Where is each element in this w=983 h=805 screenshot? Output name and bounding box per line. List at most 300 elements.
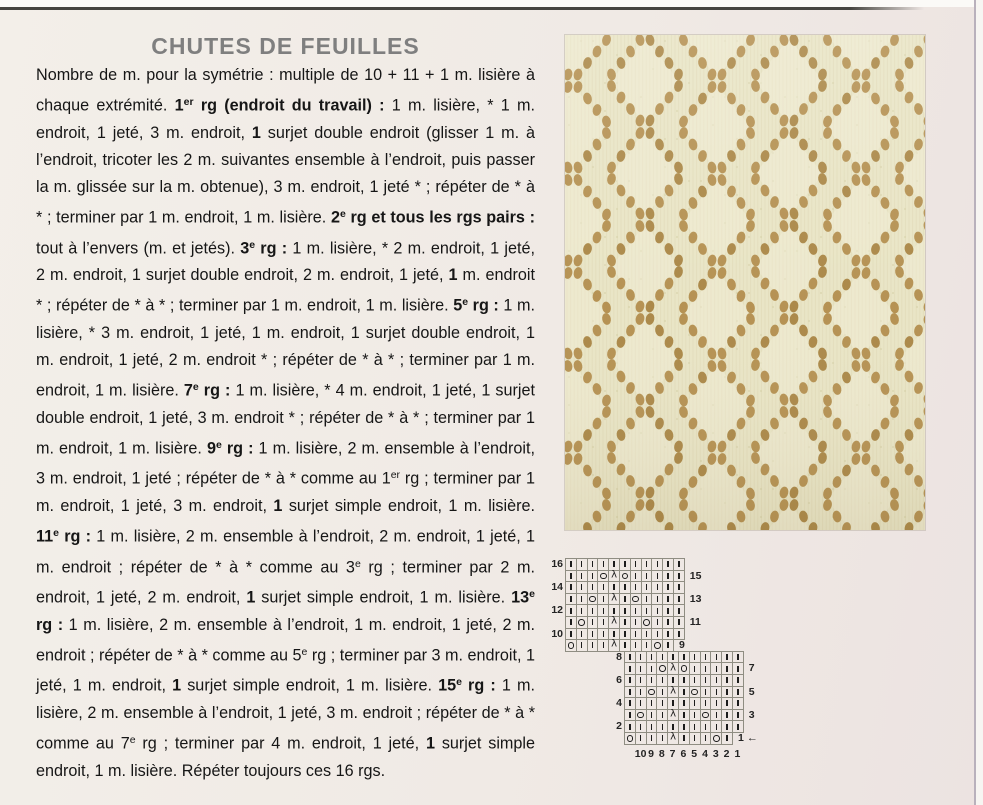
knit-stitch-icon: [629, 700, 630, 706]
chart-cell-knit-stitch: [722, 652, 733, 664]
chart-cell-knit-stitch: [690, 733, 701, 745]
chart-cell-knit-stitch: [577, 605, 588, 617]
knit-stitch-icon: [694, 654, 695, 660]
knit-stitch-icon: [694, 700, 695, 706]
chart-cell-knit-stitch: [620, 559, 631, 571]
chart-cell-knit-stitch: [679, 675, 690, 687]
chart-cell-knit-stitch: [690, 652, 701, 664]
knit-stitch-icon: [570, 631, 571, 637]
chart-cell-knit-stitch: [674, 582, 685, 594]
double-decrease-icon: [670, 733, 676, 743]
scan-top-line: [0, 7, 924, 10]
yarn-over-icon: [713, 735, 720, 742]
knit-stitch-icon: [716, 724, 717, 730]
double-decrease-icon: [611, 594, 617, 604]
chart-row-number-left: 12: [551, 604, 563, 617]
knit-stitch-icon: [581, 596, 582, 602]
knit-stitch-icon: [705, 700, 706, 706]
knit-stitch-icon: [624, 631, 625, 637]
knit-stitch-icon: [640, 724, 641, 730]
chart-cell-knit-stitch: [711, 687, 722, 699]
chart-cell-knit-stitch: [722, 698, 733, 710]
chart-column-number: 7: [669, 747, 676, 760]
chart-cell-knit-stitch: [663, 594, 674, 606]
knit-stitch-icon: [635, 631, 636, 637]
chart-cell-knit-stitch: [598, 605, 609, 617]
knit-stitch-icon: [657, 561, 658, 567]
chart-cell-knit-stitch: [733, 652, 744, 664]
chart-cell-knit-stitch: [733, 698, 744, 710]
knit-stitch-icon: [672, 700, 673, 706]
chart-cell-knit-stitch: [733, 687, 744, 699]
knit-stitch-icon: [694, 712, 695, 718]
knit-stitch-icon: [683, 735, 684, 741]
knit-stitch-icon: [657, 573, 658, 579]
chart-cell-knit-stitch: [642, 571, 653, 583]
knit-stitch-icon: [657, 608, 658, 614]
knit-stitch-icon: [716, 689, 717, 695]
knit-stitch-icon: [646, 573, 647, 579]
knit-stitch-icon: [570, 561, 571, 567]
chart-cell-knit-stitch: [690, 698, 701, 710]
chart-cell-knit-stitch: [701, 663, 712, 675]
chart-cell-yarn-over: [690, 687, 701, 699]
knit-stitch-icon: [646, 596, 647, 602]
double-decrease-icon: [670, 663, 676, 673]
chart-cell-knit-stitch: [674, 571, 685, 583]
chart-cell-yarn-over: [642, 617, 653, 629]
knit-stitch-icon: [651, 654, 652, 660]
chart-cell-knit-stitch: [711, 675, 722, 687]
chart-cell-knit-stitch: [636, 675, 647, 687]
knit-stitch-icon: [592, 642, 593, 648]
chart-cell-yarn-over: [636, 710, 647, 722]
chart-cell-knit-stitch: [566, 582, 577, 594]
knit-stitch-icon: [683, 677, 684, 683]
chart-cell-knit-stitch: [598, 559, 609, 571]
knit-stitch-icon: [683, 654, 684, 660]
chart-cell-knit-stitch: [598, 640, 609, 652]
chart-cell-double-decrease: [668, 733, 679, 745]
knit-stitch-icon: [581, 561, 582, 567]
chart-cell-knit-stitch: [620, 582, 631, 594]
chart-cell-knit-stitch: [620, 629, 631, 641]
knit-stitch-icon: [629, 654, 630, 660]
yarn-over-icon: [632, 596, 639, 603]
chart-cell-knit-stitch: [577, 629, 588, 641]
knit-stitch-icon: [678, 631, 679, 637]
chart-cell-knit-stitch: [722, 663, 733, 675]
chart-cell-yarn-over: [566, 640, 577, 652]
chart-cell-knit-stitch: [631, 582, 642, 594]
chart-cell-knit-stitch: [631, 559, 642, 571]
knit-stitch-icon: [635, 561, 636, 567]
double-decrease-icon: [670, 686, 676, 696]
chart-cell-yarn-over: [679, 663, 690, 675]
knit-stitch-icon: [570, 584, 571, 590]
knit-stitch-icon: [678, 596, 679, 602]
knit-stitch-icon: [672, 677, 673, 683]
lace-swatch-image: [565, 35, 925, 530]
chart-cell-knit-stitch: [625, 652, 636, 664]
knit-stitch-icon: [651, 666, 652, 672]
chart-cell-knit-stitch: [722, 721, 733, 733]
chart-column-number: 4: [702, 747, 708, 760]
knit-stitch-icon: [629, 689, 630, 695]
chart-cell-knit-stitch: [711, 663, 722, 675]
knit-stitch-icon: [640, 689, 641, 695]
knit-stitch-icon: [613, 608, 614, 614]
chart-cell-knit-stitch: [647, 721, 658, 733]
chart-cell-knit-stitch: [679, 733, 690, 745]
knit-stitch-icon: [683, 689, 684, 695]
chart-cell-knit-stitch: [577, 582, 588, 594]
yarn-over-icon: [659, 665, 666, 672]
knit-stitch-icon: [646, 561, 647, 567]
chart-row-number-left: 16: [551, 558, 563, 570]
double-decrease-icon: [611, 640, 617, 650]
chart-cell-knit-stitch: [625, 663, 636, 675]
chart-cell-knit-stitch: [652, 571, 663, 583]
chart-cell-knit-stitch: [652, 629, 663, 641]
knit-stitch-icon: [683, 700, 684, 706]
chart-cell-knit-stitch: [577, 559, 588, 571]
chart-cell-knit-stitch: [642, 629, 653, 641]
knit-stitch-icon: [667, 619, 668, 625]
chart-cell-knit-stitch: [701, 687, 712, 699]
chart-column-number: 3: [712, 747, 719, 760]
chart-cell-knit-stitch: [690, 675, 701, 687]
chart-cell-knit-stitch: [657, 721, 668, 733]
knit-stitch-icon: [592, 584, 593, 590]
chart-cell-knit-stitch: [657, 698, 668, 710]
chart-column-number: 1: [734, 747, 741, 760]
chart-cell-knit-stitch: [722, 675, 733, 687]
yarn-over-icon: [702, 712, 709, 719]
knit-stitch-icon: [726, 666, 727, 672]
knit-stitch-icon: [694, 724, 695, 730]
chart-cell-knit-stitch: [588, 582, 599, 594]
knit-stitch-icon: [737, 666, 738, 672]
knit-stitch-icon: [694, 735, 695, 741]
chart-cell-knit-stitch: [722, 687, 733, 699]
knit-stitch-icon: [635, 584, 636, 590]
chart-cell-knit-stitch: [631, 605, 642, 617]
knit-stitch-icon: [705, 654, 706, 660]
yarn-over-icon: [589, 596, 596, 603]
chart-cell-knit-stitch: [625, 687, 636, 699]
chart-cell-knit-stitch: [663, 559, 674, 571]
knit-stitch-icon: [716, 712, 717, 718]
chart-cell-knit-stitch: [733, 663, 744, 675]
knit-stitch-icon: [737, 689, 738, 695]
page-title: CHUTES DE FEUILLES: [151, 33, 420, 59]
knit-stitch-icon: [662, 689, 663, 695]
chart-column-number: 5: [691, 747, 698, 760]
page-edge-margin: [976, 0, 983, 805]
knit-stitch-icon: [592, 608, 593, 614]
chart-cell-knit-stitch: [663, 629, 674, 641]
knit-stitch-icon: [667, 584, 668, 590]
knit-stitch-icon: [737, 700, 738, 706]
knit-stitch-icon: [737, 677, 738, 683]
chart-cell-knit-stitch: [642, 594, 653, 606]
chart-cell-yarn-over: [588, 594, 599, 606]
chart-cell-yarn-over: [577, 617, 588, 629]
chart-cell-knit-stitch: [711, 698, 722, 710]
knit-stitch-icon: [662, 700, 663, 706]
chart-cell-knit-stitch: [647, 710, 658, 722]
chart-cell-knit-stitch: [657, 652, 668, 664]
knit-stitch-icon: [629, 666, 630, 672]
chart-cell-knit-stitch: [577, 640, 588, 652]
knit-stitch-icon: [603, 642, 604, 648]
knit-stitch-icon: [624, 596, 625, 602]
chart-cell-knit-stitch: [690, 710, 701, 722]
chart-cell-knit-stitch: [690, 663, 701, 675]
chart-cell-knit-stitch: [701, 721, 712, 733]
chart-cell-knit-stitch: [631, 629, 642, 641]
knit-stitch-icon: [672, 724, 673, 730]
knit-stitch-icon: [603, 584, 604, 590]
knit-stitch-icon: [629, 724, 630, 730]
knit-stitch-icon: [651, 724, 652, 730]
chart-cell-knit-stitch: [566, 559, 577, 571]
chart-cell-knit-stitch: [663, 582, 674, 594]
knit-stitch-icon: [635, 619, 636, 625]
knit-stitch-icon: [592, 561, 593, 567]
double-decrease-icon: [670, 710, 676, 720]
knit-stitch-icon: [657, 631, 658, 637]
chart-cell-knit-stitch: [588, 617, 599, 629]
chart-cell-double-decrease: [609, 617, 620, 629]
chart-cell-knit-stitch: [636, 733, 647, 745]
chart-cell-knit-stitch: [625, 675, 636, 687]
chart-cell-knit-stitch: [674, 605, 685, 617]
knit-stitch-icon: [667, 561, 668, 567]
chart-cell-knit-stitch: [566, 571, 577, 583]
chart-row-number-right: 1 ←: [738, 731, 758, 744]
chart-cell-knit-stitch: [652, 605, 663, 617]
chart-cell-knit-stitch: [598, 582, 609, 594]
chart-cell-yarn-over: [598, 571, 609, 583]
chart-cell-knit-stitch: [631, 571, 642, 583]
chart-cell-knit-stitch: [625, 721, 636, 733]
chart-cell-knit-stitch: [690, 721, 701, 733]
chart-cell-knit-stitch: [674, 594, 685, 606]
knit-stitch-icon: [635, 642, 636, 648]
chart-cell-knit-stitch: [566, 617, 577, 629]
knit-stitch-icon: [613, 561, 614, 567]
chart-row-number-left: 4: [616, 697, 622, 710]
knit-stitch-icon: [694, 677, 695, 683]
chart-row-number-left: 2: [616, 720, 622, 733]
knit-stitch-icon: [624, 584, 625, 590]
knit-stitch-icon: [603, 619, 604, 625]
chart-cell-double-decrease: [609, 571, 620, 583]
knit-stitch-icon: [726, 735, 727, 741]
chart-cell-double-decrease: [609, 594, 620, 606]
chart-cell-knit-stitch: [711, 721, 722, 733]
scan-margin-top: [0, 0, 983, 7]
knit-stitch-icon: [624, 619, 625, 625]
chart-cell-knit-stitch: [566, 629, 577, 641]
chart-row-number-left: 14: [551, 581, 563, 594]
knit-stitch-icon: [705, 724, 706, 730]
knit-stitch-icon: [726, 689, 727, 695]
chart-cell-knit-stitch: [652, 582, 663, 594]
chart-row-number-right: 9: [679, 639, 685, 652]
knit-stitch-icon: [678, 619, 679, 625]
chart-cell-knit-stitch: [636, 721, 647, 733]
knit-stitch-icon: [570, 619, 571, 625]
yarn-over-icon: [622, 573, 629, 580]
chart-row-number-right: 3: [748, 708, 755, 721]
yarn-over-icon: [600, 573, 607, 580]
chart-cell-knit-stitch: [663, 605, 674, 617]
chart-cell-knit-stitch: [636, 698, 647, 710]
knit-stitch-icon: [678, 584, 679, 590]
knit-stitch-icon: [726, 700, 727, 706]
chart-column-number: 9: [648, 747, 654, 760]
yarn-over-icon: [681, 665, 688, 672]
knit-stitch-icon: [629, 677, 630, 683]
chart-cell-knit-stitch: [577, 594, 588, 606]
knit-stitch-icon: [646, 642, 647, 648]
knit-stitch-icon: [624, 642, 625, 648]
chart-cell-knit-stitch: [647, 652, 658, 664]
knit-stitch-icon: [678, 608, 679, 614]
knit-stitch-icon: [705, 666, 706, 672]
chart-row-number-right: 5: [748, 685, 755, 698]
knit-stitch-icon: [635, 573, 636, 579]
chart-cell-knit-stitch: [701, 652, 712, 664]
knit-stitch-icon: [662, 724, 663, 730]
knitted-lace-swatch-photo: [565, 35, 925, 530]
chart-cell-knit-stitch: [620, 605, 631, 617]
chart-cell-knit-stitch: [674, 617, 685, 629]
knit-stitch-icon: [646, 608, 647, 614]
knit-stitch-icon: [640, 654, 641, 660]
chart-cell-knit-stitch: [642, 582, 653, 594]
knit-stitch-icon: [592, 573, 593, 579]
knit-stitch-icon: [705, 735, 706, 741]
knit-stitch-icon: [640, 700, 641, 706]
yarn-over-icon: [691, 689, 698, 696]
knit-stitch-icon: [705, 677, 706, 683]
chart-cell-knit-stitch: [577, 571, 588, 583]
knit-stitch-icon: [603, 631, 604, 637]
knit-stitch-icon: [613, 631, 614, 637]
chart-cell-knit-stitch: [588, 605, 599, 617]
chart-cell-knit-stitch: [636, 652, 647, 664]
knit-stitch-icon: [737, 712, 738, 718]
chart-cell-knit-stitch: [647, 733, 658, 745]
knit-stitch-icon: [716, 700, 717, 706]
knit-stitch-icon: [726, 677, 727, 683]
chart-cell-knit-stitch: [647, 698, 658, 710]
chart-cell-knit-stitch: [652, 617, 663, 629]
chart-cell-knit-stitch: [588, 640, 599, 652]
chart-cell-double-decrease: [668, 663, 679, 675]
chart-cell-knit-stitch: [674, 559, 685, 571]
knit-stitch-icon: [581, 642, 582, 648]
chart-cell-knit-stitch: [711, 652, 722, 664]
chart-cell-yarn-over: [625, 733, 636, 745]
chart-block: [551, 558, 702, 652]
chart-cell-knit-stitch: [620, 594, 631, 606]
knit-stitch-icon: [672, 654, 673, 660]
knit-stitch-icon: [635, 608, 636, 614]
chart-row-number-right: 13: [689, 592, 702, 605]
knit-stitch-icon: [651, 677, 652, 683]
chart-cell-knit-stitch: [625, 710, 636, 722]
chart-cell-knit-stitch: [663, 571, 674, 583]
knit-stitch-icon: [716, 666, 717, 672]
chart-cell-knit-stitch: [588, 559, 599, 571]
chart-cell-knit-stitch: [647, 675, 658, 687]
chart-cell-knit-stitch: [679, 721, 690, 733]
knit-stitch-icon: [651, 735, 652, 741]
knit-stitch-icon: [662, 677, 663, 683]
knit-stitch-icon: [581, 584, 582, 590]
double-decrease-icon: [611, 570, 617, 580]
chart-row-number-right: 15: [689, 569, 702, 582]
knit-stitch-icon: [667, 631, 668, 637]
chart-cell-yarn-over: [711, 733, 722, 745]
chart-cell-knit-stitch: [657, 687, 668, 699]
knit-stitch-icon: [667, 608, 668, 614]
chart-cell-knit-stitch: [679, 710, 690, 722]
knit-stitch-icon: [662, 654, 663, 660]
chart-cell-knit-stitch: [636, 687, 647, 699]
chart-row-number-left: 10: [551, 627, 563, 640]
knit-stitch-icon: [592, 619, 593, 625]
chart-cell-yarn-over: [701, 710, 712, 722]
chart-cell-yarn-over: [620, 571, 631, 583]
chart-cell-knit-stitch: [566, 605, 577, 617]
chart-cell-knit-stitch: [679, 698, 690, 710]
chart-cell-knit-stitch: [701, 733, 712, 745]
knit-stitch-icon: [624, 608, 625, 614]
knit-stitch-icon: [603, 561, 604, 567]
chart-column-number: 2: [723, 747, 730, 760]
chart-cell-knit-stitch: [733, 675, 744, 687]
knit-stitch-icon: [657, 596, 658, 602]
chart-cell-knit-stitch: [652, 559, 663, 571]
knit-stitch-icon: [662, 712, 663, 718]
knit-stitch-icon: [640, 677, 641, 683]
chart-cell-knit-stitch: [701, 675, 712, 687]
knit-stitch-icon: [640, 735, 641, 741]
page-edge-line: [974, 0, 976, 805]
knit-stitch-icon: [651, 700, 652, 706]
knit-stitch-icon: [581, 631, 582, 637]
chart-column-number: 6: [680, 747, 687, 760]
knit-stitch-icon: [678, 573, 679, 579]
knit-stitch-icon: [726, 724, 727, 730]
chart-cell-knit-stitch: [657, 733, 668, 745]
knit-stitch-icon: [694, 666, 695, 672]
knit-stitch-icon: [716, 677, 717, 683]
chart-cell-knit-stitch: [566, 594, 577, 606]
knit-stitch-icon: [581, 608, 582, 614]
chart-column-number: 8: [658, 747, 665, 760]
knit-stitch-icon: [613, 584, 614, 590]
knit-stitch-icon: [570, 596, 571, 602]
chart-cell-knit-stitch: [663, 617, 674, 629]
chart-cell-knit-stitch: [701, 698, 712, 710]
